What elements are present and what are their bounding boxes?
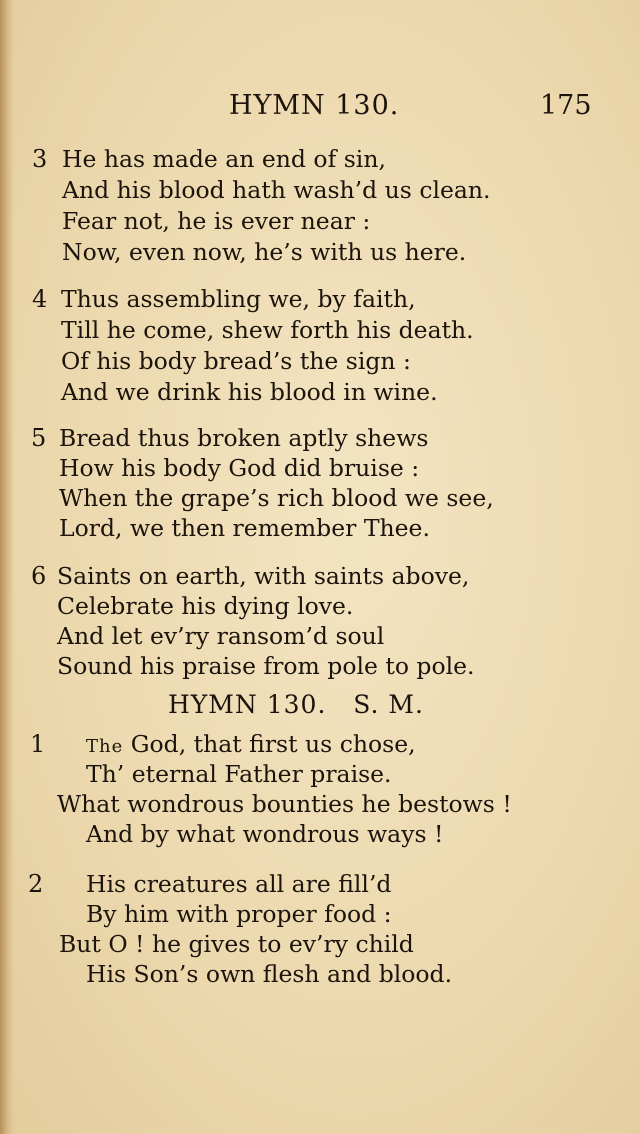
page-binding-edge <box>0 0 14 1134</box>
verse-line: Thus assembling we, by faith, <box>61 285 416 313</box>
ink-smudge <box>25 1050 85 1064</box>
page-header <box>0 90 640 130</box>
verse-line: His Son’s own flesh and blood. <box>86 960 453 988</box>
verse-line-rest: God, that first us chose, <box>123 730 416 758</box>
page-number: 175 <box>540 90 592 121</box>
verse-line: Till he come, shew forth his death. <box>61 316 474 344</box>
verse-line: And his blood hath wash’d us clean. <box>62 176 491 204</box>
verse-line: Celebrate his dying love. <box>57 592 354 620</box>
verse-line: Saints on earth, with saints above, <box>57 562 470 590</box>
verse-line: Now, even now, he’s with us here. <box>62 238 467 266</box>
first-word-small-caps: The <box>86 736 124 757</box>
verse-line: By him with proper food : <box>86 900 392 928</box>
verse-line: Bread thus broken aptly shews <box>59 424 429 452</box>
stanza-number: 6 <box>31 562 47 590</box>
running-title: HYMN 130. <box>229 90 400 121</box>
verse-line: Fear not, he is ever near : <box>62 207 371 235</box>
verse-line: And let ev’ry ransom’d soul <box>57 622 385 650</box>
stanza-number: 3 <box>32 145 48 173</box>
verse-line: Lord, we then remember Thee. <box>59 514 430 542</box>
verse-line: Th’ eternal Father praise. <box>86 760 392 788</box>
verse-line: How his body God did bruise : <box>59 454 420 482</box>
verse-line: Sound his praise from pole to pole. <box>57 652 475 680</box>
verse-line: And we drink his blood in wine. <box>61 378 438 406</box>
verse-line: And by what wondrous ways ! <box>86 820 444 848</box>
verse-line: But O ! he gives to ev’ry child <box>59 930 414 958</box>
verse-line: What wondrous bounties he bestows ! <box>57 790 512 818</box>
stanza-number: 4 <box>32 285 48 313</box>
stanza-number: 5 <box>31 424 47 452</box>
verse-line: Of his body bread’s the sign : <box>61 347 411 375</box>
stanza-number: 1 <box>30 730 46 758</box>
hymn-heading: HYMN 130. S. M. <box>168 690 424 719</box>
verse-line <box>86 730 416 758</box>
verse-line: When the grape’s rich blood we see, <box>59 484 494 512</box>
verse-line: He has made an end of sin, <box>62 145 386 173</box>
stanza-number: 2 <box>28 870 44 898</box>
verse-line: His creatures all are fill’d <box>86 870 392 898</box>
